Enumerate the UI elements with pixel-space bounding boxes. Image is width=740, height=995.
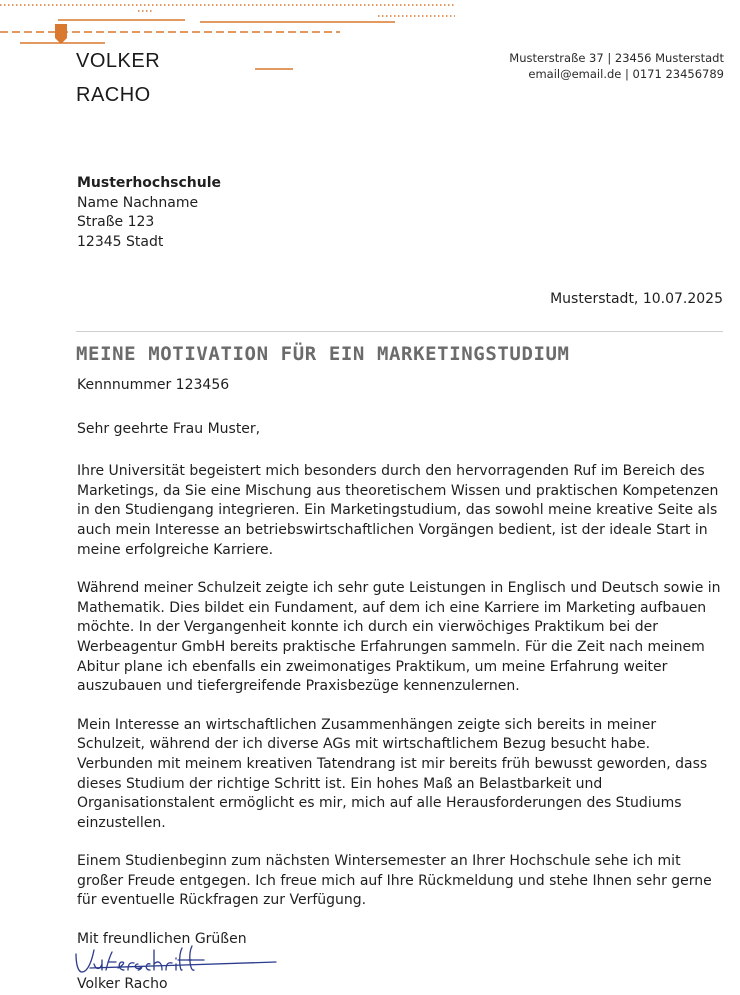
recipient-person: Name Nachname [77,194,199,211]
divider [76,331,723,332]
sender-name [76,44,160,112]
recipient-city: 12345 Stadt [77,233,164,250]
recipient-institution: Musterhochschule [77,175,222,191]
letter-body [77,376,727,969]
body-paragraph: Während meiner Schulzeit zeigte ich sehr gute Leistungen in Englisch und Deutsch sowie in Mathematik. Dies bildet ein Fundament, auf dem ich eine Karriere im Marketing aufbauen möchte. In der Vergangenheit konnte ich durch ein vierwöchiges Praktikum bei der Werbeagentur GmbH bereits praktische Erfahrungen sammeln. Für die Zeit nach meinem Abitur plane ich ebenfalls ein zweimonatiges Praktikum, um meine Erfahrung weiter auszubauen und tiefergreifende Praxisbezüge kennenzulernen. [77,580,721,695]
salutation: Sehr geehrte Frau Muster, [77,420,261,437]
body-paragraph: Ihre Universität begeistert mich besonders durch den hervorragenden Ruf im Bereich des Marketings, da Sie eine Mischung aus theoretischem Wissen und praktischen Kompetenzen in den Studiengang integrieren. Ein Marketingstudium, das sowohl meine kreative Seite als auch mein Interesse an betriebswirtschaftlichen Vorgängen bedient, ist der ideale Start in meine erfolgreiche Karriere. [77,463,719,558]
sender-email-phone: email@email.de | 0171 23456789 [528,67,724,81]
body-paragraph: Einem Studienbeginn zum nächsten Wintersemester an Ihrer Hochschule sehe ich mit großer Freude entgegen. Ich freue mich auf Ihre Rückmeldung und stehe Ihnen sehr gerne für eventuelle Rückfragen zur Verfügung. [77,853,712,909]
sender-first-name: VOLKER [76,50,161,72]
body-paragraph: Mein Interesse an wirtschaftlichen Zusammenhängen zeigte sich bereits in meiner Schulzeit, während der ich diverse AGs mit wirtschaftlichem Bezug besucht habe. Verbunden mit meinem kreativen Tatendrang ist mir bereits früh bewusst geworden, dass dieses Studium der richtige Schritt ist. Ein hohes Maß an Belastbarkeit und Organisationstalent ermöglicht es mir, mich auf alle Herausforderungen des Studiums einzustellen. [77,716,708,831]
sender-contact [509,50,724,82]
sender-address: Musterstraße 37 | 23456 Musterstadt [509,51,724,65]
letter-subject: MEINE MOTIVATION FÜR EIN MARKETINGSTUDIUM [76,343,570,365]
closing: Mit freundlichen Grüßen [77,931,247,948]
reference-number: Kennnummer 123456 [77,377,230,393]
signer-name: Volker Racho [77,976,168,992]
recipient-address [77,174,221,252]
letter-date: Musterstadt, 10.07.2025 [550,291,723,307]
sender-last-name: RACHO [76,84,151,106]
recipient-street: Straße 123 [77,214,155,230]
